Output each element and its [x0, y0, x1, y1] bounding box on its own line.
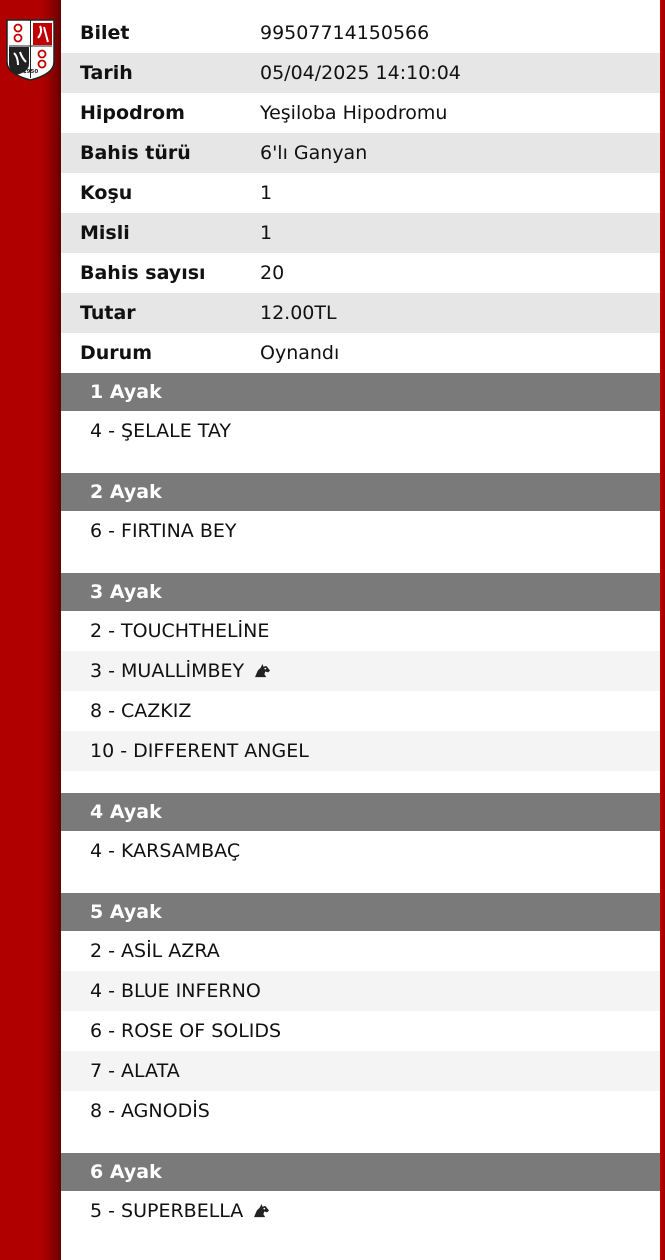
horse-row — [61, 611, 660, 651]
horse-row — [61, 931, 660, 971]
leg-header — [61, 1153, 660, 1191]
ticket-info-row — [61, 333, 660, 373]
horse-name: 4 - BLUE INFERNO — [90, 980, 261, 1002]
club-crest-logo — [4, 18, 57, 82]
leg-header — [61, 573, 660, 611]
horse-row — [61, 831, 660, 871]
ticket-info-row — [61, 173, 660, 213]
leg-header — [61, 793, 660, 831]
ticket-info-value: 05/04/2025 14:10:04 — [260, 62, 461, 84]
horse-name: 10 - DIFFERENT ANGEL — [90, 740, 309, 762]
ticket-info-row — [61, 13, 660, 53]
horse-row — [61, 1091, 660, 1131]
horse-row — [61, 651, 660, 691]
horse-name: 6 - FIRTINA BEY — [90, 520, 237, 542]
horse-row — [61, 511, 660, 551]
horse-head-icon — [253, 1203, 270, 1218]
ticket-info-value: 20 — [260, 262, 285, 284]
leg-header — [61, 373, 660, 411]
ticket-info-value: Oynandı — [260, 342, 340, 364]
ticket-info-row — [61, 293, 660, 333]
ticket-info-label: Tarih — [80, 62, 133, 84]
horse-row — [61, 1051, 660, 1091]
horse-name: 6 - ROSE OF SOLIDS — [90, 1020, 282, 1042]
ticket-info-label: Durum — [80, 342, 152, 364]
leg-title: 4 Ayak — [90, 801, 162, 823]
ticket-info-value: 1 — [260, 222, 273, 244]
horse-name: 3 - MUALLİMBEY — [90, 660, 245, 682]
horse-name: 8 - CAZKIZ — [90, 700, 192, 722]
horse-row — [61, 971, 660, 1011]
right-border — [660, 0, 665, 1260]
leg-header — [61, 473, 660, 511]
horse-row — [61, 1011, 660, 1051]
ticket-info-value: 6'lı Ganyan — [260, 142, 368, 164]
left-sidebar — [0, 0, 61, 1260]
ticket-info-row — [61, 133, 660, 173]
leg-title: 3 Ayak — [90, 581, 162, 603]
ticket-info-label: Bilet — [80, 22, 130, 44]
horse-name: 2 - TOUCHTHELİNE — [90, 620, 270, 642]
ticket-info-row — [61, 93, 660, 133]
ticket-info-label: Koşu — [80, 182, 133, 204]
ticket-info-label: Bahis türü — [80, 142, 191, 164]
leg-title: 5 Ayak — [90, 901, 162, 923]
horse-name: 5 - SUPERBELLA — [90, 1200, 244, 1222]
ticket-info-value: 12.00TL — [260, 302, 337, 324]
ticket-info-row — [61, 53, 660, 93]
horse-name: 4 - ŞELALE TAY — [90, 420, 231, 442]
ticket-info-value: 99507714150566 — [260, 22, 430, 44]
ticket-info-value: 1 — [260, 182, 273, 204]
ticket-info-label: Misli — [80, 222, 130, 244]
ticket-detail-panel — [61, 0, 660, 1260]
horse-name: 7 - ALATA — [90, 1060, 180, 1082]
ticket-info-label: Hipodrom — [80, 102, 185, 124]
horse-name: 2 - ASİL AZRA — [90, 940, 220, 962]
ticket-info-row — [61, 213, 660, 253]
horse-head-icon — [254, 663, 271, 678]
leg-title: 6 Ayak — [90, 1161, 162, 1183]
leg-title: 1 Ayak — [90, 381, 162, 403]
ticket-info-row — [61, 253, 660, 293]
horse-row — [61, 731, 660, 771]
leg-title: 2 Ayak — [90, 481, 162, 503]
ticket-info-value: Yeşiloba Hipodromu — [260, 102, 448, 124]
logo-year: 1950 — [22, 69, 39, 75]
horse-row — [61, 691, 660, 731]
ticket-info-label: Tutar — [80, 302, 136, 324]
horse-name: 4 - KARSAMBAÇ — [90, 840, 241, 862]
ticket-info-label: Bahis sayısı — [80, 262, 206, 284]
leg-header — [61, 893, 660, 931]
horse-row — [61, 411, 660, 451]
horse-name: 8 - AGNODİS — [90, 1100, 210, 1122]
horse-row — [61, 1191, 660, 1231]
